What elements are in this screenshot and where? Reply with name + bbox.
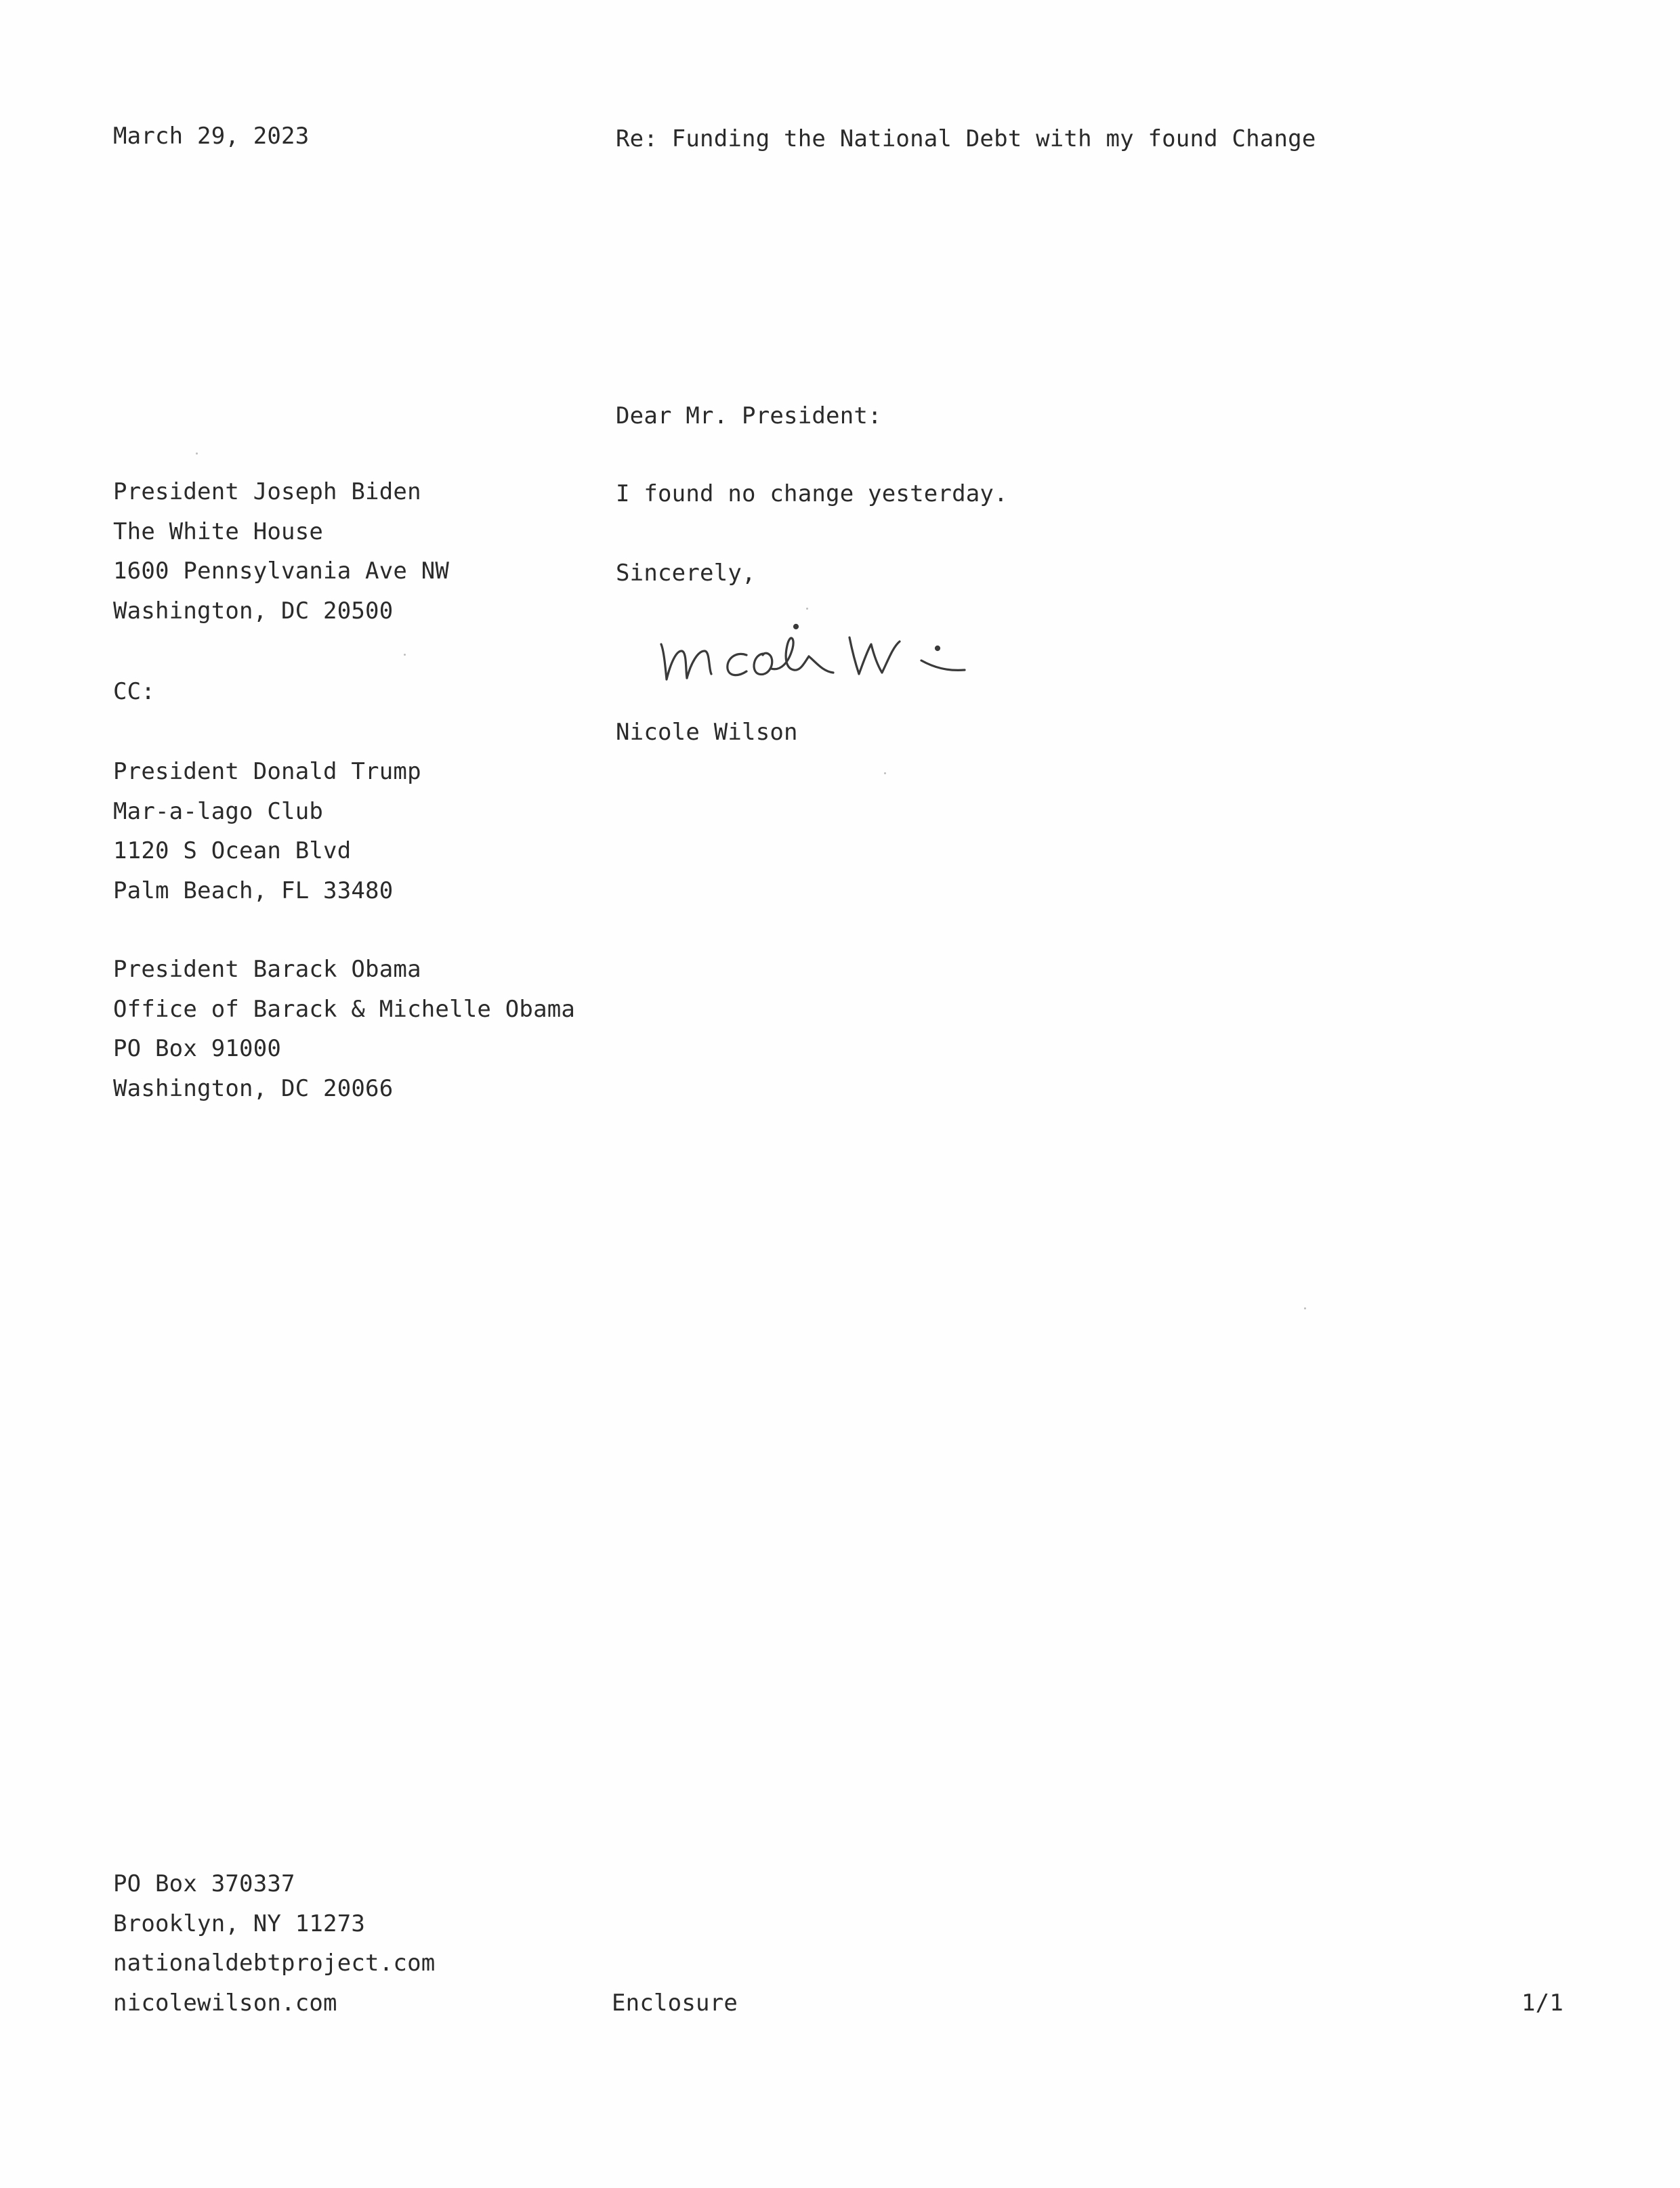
cc-line: Washington, DC 20066: [113, 1074, 394, 1102]
sender-website: nationaldebtproject.com: [113, 1950, 436, 1977]
letter-subject: Re: Funding the National Debt with my found Change: [616, 125, 1316, 152]
cc-line: President Donald Trump: [113, 758, 421, 785]
signer-name: Nicole Wilson: [616, 719, 798, 746]
enclosure-label: Enclosure: [612, 1990, 738, 2017]
signature-icon: [656, 606, 981, 694]
recipient-line: President Joseph Biden: [113, 478, 421, 505]
recipient-address: [113, 472, 449, 631]
cc-label: CC:: [113, 678, 156, 705]
scan-speck: [196, 453, 198, 455]
cc-line: President Barack Obama: [113, 956, 421, 983]
cc-address-obama: [113, 950, 575, 1108]
scan-speck: [884, 772, 886, 774]
scan-speck: [1304, 1307, 1306, 1309]
sender-line: Brooklyn, NY 11273: [113, 1910, 366, 1937]
closing: Sincerely,: [616, 560, 756, 587]
recipient-line: 1600 Pennsylvania Ave NW: [113, 557, 450, 585]
cc-line: PO Box 91000: [113, 1035, 282, 1062]
sender-line: PO Box 370337: [113, 1870, 295, 1897]
cc-line: Mar-a-lago Club: [113, 797, 324, 825]
sender-address: [113, 1864, 435, 2023]
scan-speck: [806, 608, 808, 610]
cc-line: 1120 S Ocean Blvd: [113, 837, 352, 864]
letter-body: I found no change yesterday.: [616, 480, 1008, 507]
sender-website: nicolewilson.com: [113, 1989, 337, 2017]
cc-line: Office of Barack & Michelle Obama: [113, 995, 576, 1023]
cc-line: Palm Beach, FL 33480: [113, 877, 394, 904]
recipient-line: The White House: [113, 518, 324, 545]
cc-address-trump: [113, 752, 421, 910]
page-number: 1/1: [1521, 1990, 1564, 2017]
salutation: Dear Mr. President:: [616, 402, 882, 429]
letter-date: March 29, 2023: [113, 123, 310, 150]
recipient-line: Washington, DC 20500: [113, 597, 394, 625]
scan-speck: [404, 654, 406, 656]
